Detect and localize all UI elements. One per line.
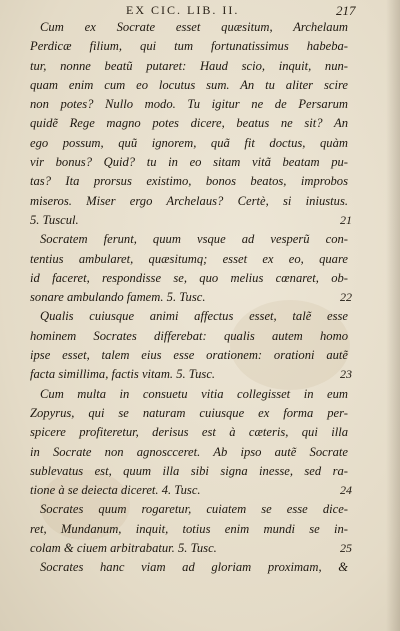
line-text: ego possum, quũ ignorem, quã fit doctus, quàm: [30, 135, 348, 150]
line-text: Perdicæ filium, qui tum fortunatissimus habeba-: [30, 39, 348, 54]
line-text: tas? Ita prorsus existimo, bonos beatos, improbos: [30, 174, 348, 189]
text-line: [30, 250, 348, 269]
text-line: [30, 37, 348, 56]
line-text: Zopyrus, qui se naturam cuiusque ex forma per-: [30, 405, 348, 420]
line-text: sublevatus est, quum illa sibi signa inesse, sed ra-: [30, 463, 348, 478]
text-line: [30, 365, 352, 384]
text-line: [30, 76, 348, 95]
text-line: [30, 95, 348, 114]
text-line: [30, 423, 348, 442]
line-text: Socrates hanc viam ad gloriam proximam, &: [40, 560, 348, 575]
line-text: Qualis cuiusque animi affectus esset, talẽ esse: [40, 309, 348, 324]
page-header: [0, 3, 400, 19]
text-line: [30, 230, 348, 249]
text-line: [30, 18, 348, 37]
line-text: hominem Socrates differebat: qualis autem homo: [30, 328, 348, 343]
text-line: [30, 307, 348, 326]
page-gutter-shadow: [386, 0, 400, 631]
text-line: [30, 520, 348, 539]
line-text: non potes? Nullo modo. Tu igitur ne de Persarum: [30, 97, 348, 112]
text-line: [30, 443, 348, 462]
line-text: quam enim cum eo locutus sum. An tu aliter scire: [30, 77, 348, 92]
text-line: [30, 134, 348, 153]
text-line: [30, 404, 348, 423]
text-line: [30, 539, 352, 558]
line-text: miseros. Miser ergo Archelaus? Certè, si iniustus.: [30, 193, 348, 208]
line-text: Cum multa in consuetu vitia collegisset in eum: [40, 386, 348, 401]
line-text: Socratem ferunt, quum vsque ad vesperũ con-: [40, 232, 348, 247]
line-text: in Socrate non agnoscceret. Ab ipso autẽ Socrate: [30, 444, 348, 459]
text-line: [30, 114, 348, 133]
line-text: tentius ambularet, quæsitumq; esset ex eo, quare: [30, 251, 348, 266]
text-line: [30, 288, 352, 307]
entry-number: 24: [340, 483, 352, 498]
text-line: [30, 57, 348, 76]
text-line: [30, 153, 348, 172]
line-text: Socrates quum rogaretur, cuiatem se esse dice-: [40, 502, 348, 517]
text-line: [30, 346, 348, 365]
text-line: [30, 269, 348, 288]
line-text: id faceret, respondisse se, quo melius cœnaret, ob-: [30, 270, 348, 285]
line-text: vir bonus? Quid? tu in eo sitam vitã beatam pu-: [30, 155, 348, 170]
text-line: [30, 558, 348, 577]
text-block: [30, 18, 352, 578]
text-line: [30, 172, 348, 191]
entry-number: 23: [340, 367, 352, 382]
text-line: [30, 500, 348, 519]
text-line: [30, 211, 352, 230]
line-text: ipse esset, talem eius esse orationem: orationi autẽ: [30, 348, 348, 363]
text-line: [30, 385, 348, 404]
entry-number: 25: [340, 541, 352, 556]
line-text: colam & ciuem arbitrabatur. 5. Tusc.: [30, 541, 217, 556]
line-text: Cum ex Socrate esset quæsitum, Archelaum: [40, 20, 348, 34]
text-line: [30, 462, 348, 481]
line-text: facta simillima, factis vitam. 5. Tusc.: [30, 367, 216, 382]
line-text: spicere profiteretur, derisus est à cæteris, qui illa: [30, 425, 348, 440]
line-text: sonare ambulando famem. 5. Tusc.: [30, 290, 206, 305]
text-line: [30, 192, 348, 211]
entry-number: 22: [340, 290, 352, 305]
line-text: quidẽ Rege magno potes dicere, beatus ne sit? An: [30, 116, 348, 131]
line-text: tione à se deiecta diceret. 4. Tusc.: [30, 483, 201, 498]
line-text: ret, Mundanum, inquit, totius enim mundi se in-: [30, 521, 348, 536]
line-text: tur, nonne beatũ putaret: Haud scio, inquit, nun-: [30, 58, 348, 73]
entry-number: 21: [340, 212, 352, 227]
page-number: 217: [336, 3, 356, 18]
text-line: [30, 327, 348, 346]
text-line: [30, 481, 352, 500]
line-text: 5. Tuscul.: [30, 212, 79, 227]
running-head: EX CIC. LIB. II.: [126, 3, 240, 17]
